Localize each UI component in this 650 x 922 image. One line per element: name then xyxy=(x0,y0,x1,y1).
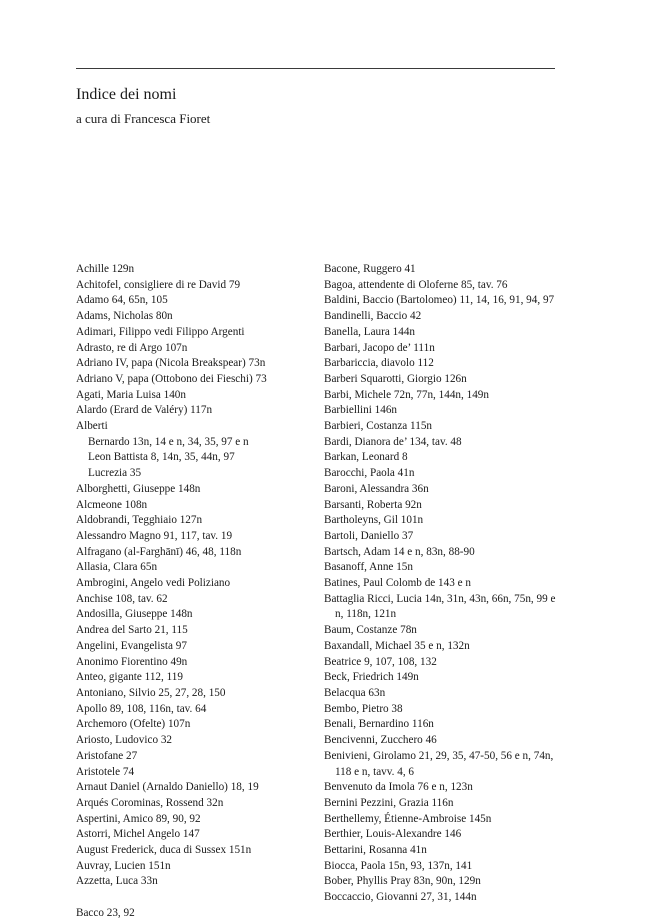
index-entry: Anchise 108, tav. 62 xyxy=(76,592,168,605)
index-entry: Bartsch, Adam 14 e n, 83n, 88-90 xyxy=(324,545,475,558)
index-entry: Biocca, Paola 15n, 93, 137n, 141 xyxy=(324,859,473,872)
index-entry: Arnaut Daniel (Arnaldo Daniello) 18, 19 xyxy=(76,781,259,794)
index-entry: Aristotele 74 xyxy=(76,765,135,778)
index-entry: Apollo 89, 108, 116n, tav. 64 xyxy=(76,702,207,715)
index-entry: Alborghetti, Giuseppe 148n xyxy=(76,482,201,495)
index-entry: Barkan, Leonard 8 xyxy=(324,451,408,464)
index-entry: Basanoff, Anne 15n xyxy=(324,561,413,574)
index-entry: Bettarini, Rosanna 41n xyxy=(324,844,427,857)
index-entry: Ambrogini, Angelo vedi Poliziano xyxy=(76,577,231,590)
index-entry: Achitofel, consigliere di re David 79 xyxy=(76,278,241,291)
index-entry: Andrea del Sarto 21, 115 xyxy=(76,624,188,637)
index-entry: Boccaccio, Giovanni 27, 31, 144n xyxy=(324,891,477,904)
index-entry: August Frederick, duca di Sussex 151n xyxy=(76,844,252,857)
index-entry: Bartholeyns, Gil 101n xyxy=(324,514,424,527)
index-entry: Bagoa, attendente di Oloferne 85, tav. 76 xyxy=(324,278,508,291)
index-entry: Bober, Phyllis Pray 83n, 90n, 129n xyxy=(324,875,481,888)
index-subentry: Lucrezia 35 xyxy=(88,467,142,480)
index-entry: Benivieni, Girolamo 21, 29, 35, 47-50, 56 e n, 74n, 118 e n, tavv. 4, 6 xyxy=(324,749,554,778)
page-subtitle: a cura di Francesca Fioret xyxy=(76,111,211,126)
index-column-right xyxy=(324,262,562,906)
index-entry: Barbari, Jacopo de’ 111n xyxy=(324,341,435,354)
index-entry: Barbariccia, diavolo 112 xyxy=(324,357,434,370)
index-entry: Aspertini, Amico 89, 90, 92 xyxy=(76,812,201,825)
index-entry: Barberi Squarotti, Giorgio 126n xyxy=(324,372,467,385)
index-entry: Bandinelli, Baccio 42 xyxy=(324,310,422,323)
index-entry: Adams, Nicholas 80n xyxy=(76,310,173,323)
index-entry: Belacqua 63n xyxy=(324,686,386,699)
index-entry: Baum, Costanze 78n xyxy=(324,624,417,637)
index-entry: Barbiellini 146n xyxy=(324,404,398,417)
index-entry: Anonimo Fiorentino 49n xyxy=(76,655,188,668)
index-entry: Baxandall, Michael 35 e n, 132n xyxy=(324,639,470,652)
index-entry: Ariosto, Ludovico 32 xyxy=(76,734,173,747)
index-entry: Battaglia Ricci, Lucia 14n, 31n, 43n, 66n, 75n, 99 e n, 118n, 121n xyxy=(324,592,556,621)
index-entry: Alcmeone 108n xyxy=(76,498,148,511)
index-subentry: Leon Battista 8, 14n, 35, 44n, 97 xyxy=(88,451,235,464)
index-entry: Allasia, Clara 65n xyxy=(76,561,158,574)
index-entry: Alberti xyxy=(76,420,108,433)
index-entry: Benali, Bernardino 116n xyxy=(324,718,434,731)
index-entry: Baroni, Alessandra 36n xyxy=(324,482,429,495)
index-entry: Bartoli, Daniello 37 xyxy=(324,529,414,542)
index-entry: Bacco 23, 92 xyxy=(76,906,135,919)
index-entry: Agati, Maria Luisa 140n xyxy=(76,388,186,401)
index-entry: Alardo (Erard de Valéry) 117n xyxy=(76,404,213,417)
index-entry: Benvenuto da Imola 76 e n, 123n xyxy=(324,781,473,794)
index-entry: Anteo, gigante 112, 119 xyxy=(76,671,183,684)
index-entry: Banella, Laura 144n xyxy=(324,325,416,338)
index-entry: Adamo 64, 65n, 105 xyxy=(76,294,168,307)
index-entry: Berthier, Louis-Alexandre 146 xyxy=(324,828,462,841)
index-entry: Aldobrandi, Tegghiaio 127n xyxy=(76,514,203,527)
index-entry: Berthellemy, Étienne-Ambroise 145n xyxy=(324,812,492,825)
index-entry: Adriano V, papa (Ottobono dei Fieschi) 73 xyxy=(76,372,267,385)
index-entry: Baldini, Baccio (Bartolomeo) 11, 14, 16, 91, 94, 97 xyxy=(324,294,555,307)
index-subentry: Bernardo 13n, 14 e n, 34, 35, 97 e n xyxy=(88,435,249,448)
index-entry: Bencivenni, Zucchero 46 xyxy=(324,734,437,747)
page-title: Indice dei nomi xyxy=(76,86,177,103)
index-entry: Angelini, Evangelista 97 xyxy=(76,639,187,652)
index-entry: Beatrice 9, 107, 108, 132 xyxy=(324,655,437,668)
index-entry: Adriano IV, papa (Nicola Breakspear) 73n xyxy=(76,357,266,370)
index-entry: Bacone, Ruggero 41 xyxy=(324,263,416,275)
index-entry: Andosilla, Giuseppe 148n xyxy=(76,608,193,621)
index-entry: Azzetta, Luca 33n xyxy=(76,875,158,888)
index-entry: Batines, Paul Colomb de 143 e n xyxy=(324,577,471,590)
index-entry: Barbi, Michele 72n, 77n, 144n, 149n xyxy=(324,388,489,401)
index-entry: Achille 129n xyxy=(76,263,135,275)
index-entry: Adimari, Filippo vedi Filippo Argenti xyxy=(76,325,245,338)
index-entry: Alfragano (al-Farghānī) 46, 48, 118n xyxy=(76,545,242,558)
index-entry: Bembo, Pietro 38 xyxy=(324,702,403,715)
index-entry: Arqués Corominas, Rossend 32n xyxy=(76,796,224,809)
index-entry: Barsanti, Roberta 92n xyxy=(324,498,422,511)
index-entry: Alessandro Magno 91, 117, tav. 19 xyxy=(76,529,233,542)
index-entry: Bardi, Dianora de’ 134, tav. 48 xyxy=(324,435,462,448)
index-entry: Bernini Pezzini, Grazia 116n xyxy=(324,796,454,809)
index-entry: Aristofane 27 xyxy=(76,749,138,762)
index-entry: Beck, Friedrich 149n xyxy=(324,671,419,684)
index-entry: Adrasto, re di Argo 107n xyxy=(76,341,188,354)
index-entry: Barocchi, Paola 41n xyxy=(324,467,415,480)
index-column-left xyxy=(76,262,312,922)
header-rule xyxy=(76,68,555,69)
index-entry: Astorri, Michel Angelo 147 xyxy=(76,828,200,841)
index-entry: Archemoro (Ofelte) 107n xyxy=(76,718,191,731)
index-entry: Antoniano, Silvio 25, 27, 28, 150 xyxy=(76,686,226,699)
index-entry: Auvray, Lucien 151n xyxy=(76,859,171,872)
index-entry: Barbieri, Costanza 115n xyxy=(324,420,433,433)
